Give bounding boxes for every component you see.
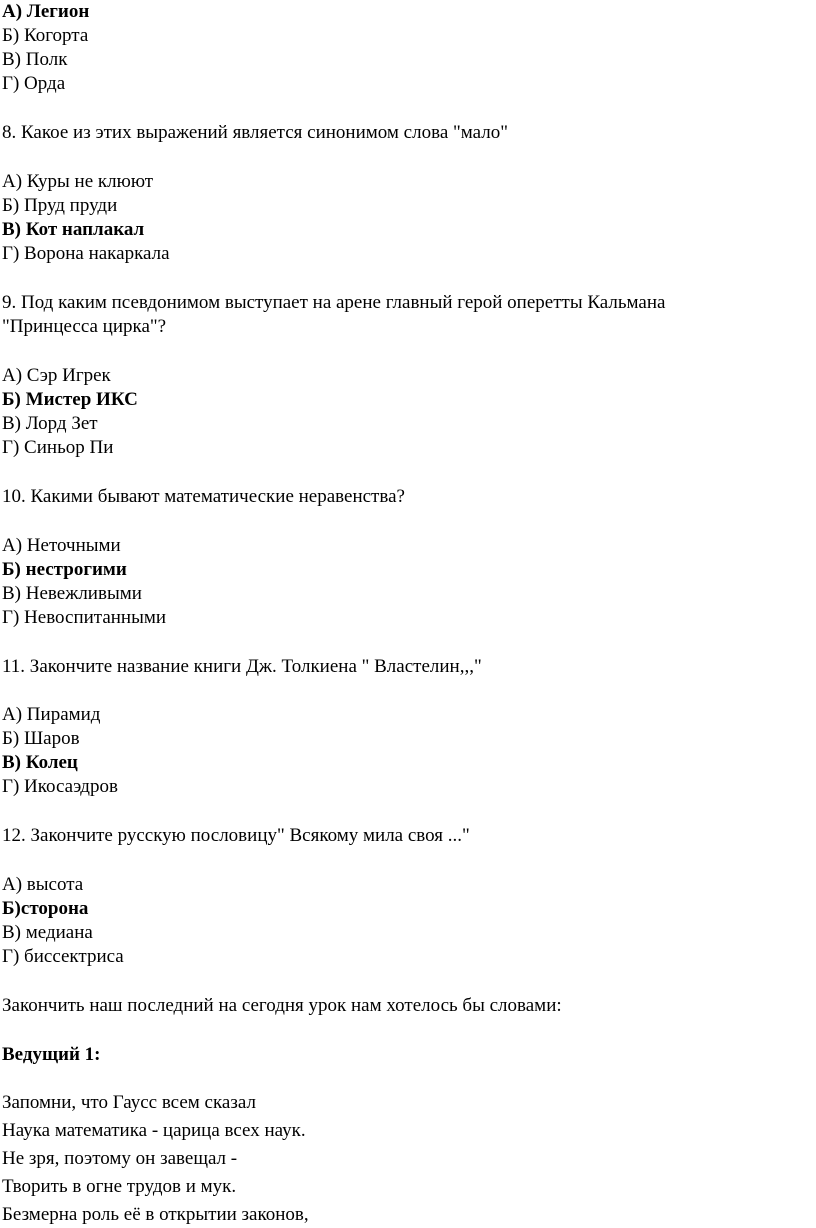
q7-option-d: Г) Орда bbox=[2, 73, 66, 94]
q9-question-line2: "Принцесса цирка"? bbox=[2, 316, 167, 337]
q9-question-line1: 9. Под каким псевдонимом выступает на арене главный герой оперетты Кальмана bbox=[2, 292, 666, 313]
q10-option-a: А) Неточными bbox=[2, 535, 121, 556]
q9-option-d: Г) Синьор Пи bbox=[2, 437, 114, 458]
poem-line: Наука математика - царица всех наук. bbox=[2, 1120, 306, 1141]
q11-option-d: Г) Икосаэдров bbox=[2, 776, 118, 797]
q8-option-c-correct: В) Кот наплакал bbox=[2, 219, 145, 240]
poem-line: Безмерна роль её в открытии законов, bbox=[2, 1204, 309, 1225]
q10-option-b-correct: Б) нестрогими bbox=[2, 559, 127, 580]
q9-option-a: А) Сэр Игрек bbox=[2, 365, 111, 386]
closing-intro: Закончить наш последний на сегодня урок нам хотелось бы словами: bbox=[2, 995, 562, 1016]
q12-question: 12. Закончите русскую пословицу" Всякому мила своя ..." bbox=[2, 825, 470, 846]
q9-option-c: В) Лорд Зет bbox=[2, 413, 98, 434]
q9-option-b-correct: Б) Мистер ИКС bbox=[2, 389, 138, 410]
q7-option-c: В) Полк bbox=[2, 49, 68, 70]
q7-option-b: Б) Когорта bbox=[2, 25, 89, 46]
q7-option-a-correct: А) Легион bbox=[2, 1, 90, 22]
poem-line: Запомни, что Гаусс всем сказал bbox=[2, 1092, 256, 1113]
speaker-label: Ведущий 1: bbox=[2, 1044, 101, 1065]
q11-option-a: А) Пирамид bbox=[2, 704, 101, 725]
q8-question: 8. Какое из этих выражений является синонимом слова "мало" bbox=[2, 122, 508, 143]
q8-option-b: Б) Пруд пруди bbox=[2, 195, 118, 216]
poem-line: Творить в огне трудов и мук. bbox=[2, 1176, 237, 1197]
q12-option-a: А) высота bbox=[2, 874, 84, 895]
q10-option-c: В) Невежливыми bbox=[2, 583, 142, 604]
q12-option-d: Г) биссектриса bbox=[2, 946, 124, 967]
q11-option-c-correct: В) Колец bbox=[2, 752, 78, 773]
q11-question: 11. Закончите название книги Дж. Толкиена " Властелин,,," bbox=[2, 656, 482, 677]
poem-line: Не зря, поэтому он завещал - bbox=[2, 1148, 238, 1169]
q8-option-a: А) Куры не клюют bbox=[2, 171, 154, 192]
q8-option-d: Г) Ворона накаркала bbox=[2, 243, 170, 264]
q12-option-b-correct: Б)сторона bbox=[2, 898, 89, 919]
q10-question: 10. Какими бывают математические неравенства? bbox=[2, 486, 405, 507]
q11-option-b: Б) Шаров bbox=[2, 728, 80, 749]
q12-option-c: В) медиана bbox=[2, 922, 93, 943]
q10-option-d: Г) Невоспитанными bbox=[2, 607, 167, 628]
